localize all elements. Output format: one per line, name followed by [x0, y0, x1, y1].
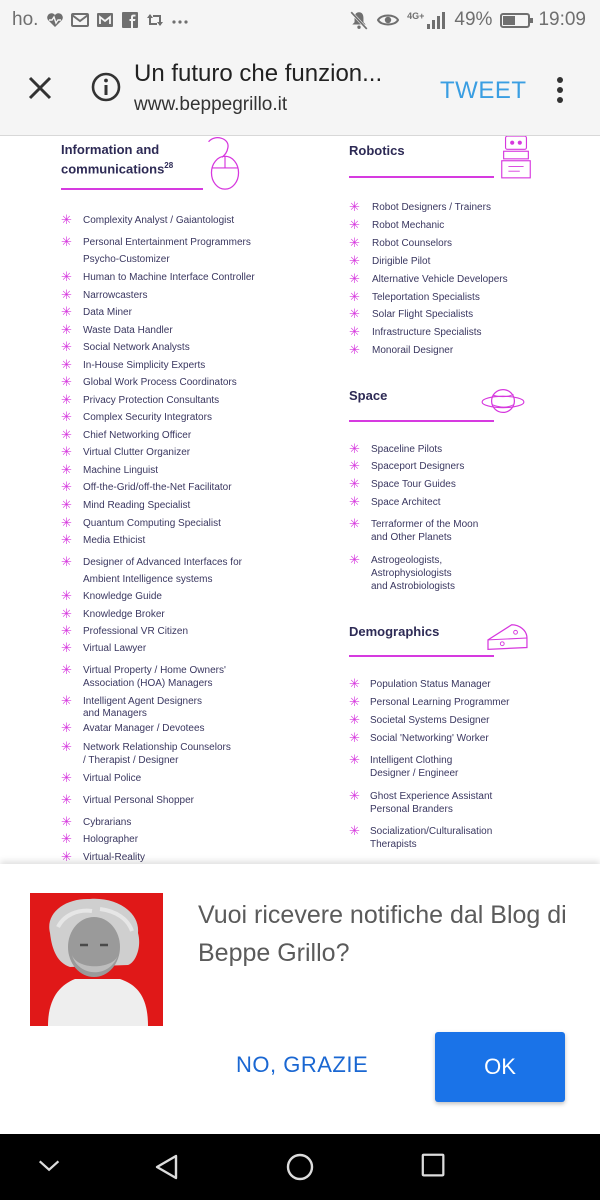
asterisk-bullet-icon: ✳ — [61, 720, 72, 735]
home-icon[interactable] — [285, 1152, 315, 1182]
asterisk-bullet-icon: ✳ — [61, 269, 72, 284]
asterisk-bullet-icon: ✳ — [349, 441, 360, 456]
job-title: Societal Systems Designer — [370, 715, 490, 726]
job-title: Robot Counselors — [372, 238, 453, 249]
asterisk-bullet-icon: ✳ — [61, 462, 72, 477]
info-comm-underline — [61, 188, 203, 190]
demographics-title: Demographics — [349, 624, 440, 639]
job-title: Astrogeologists, — [371, 555, 443, 566]
job-title: Mind Reading Specialist — [83, 500, 191, 511]
planet-doodle-icon — [479, 382, 527, 420]
asterisk-bullet-icon: ✳ — [61, 532, 72, 547]
job-title: Robot Mechanic — [372, 220, 445, 231]
job-title: Professional VR Citizen — [83, 626, 189, 637]
recent-apps-icon[interactable] — [420, 1152, 448, 1180]
asterisk-bullet-icon: ✳ — [61, 792, 72, 807]
asterisk-bullet-icon: ✳ — [61, 849, 72, 863]
job-title: Virtual Police — [83, 773, 142, 784]
page-url: www.beppegrillo.it — [134, 94, 288, 115]
facebook-icon — [121, 12, 139, 28]
asterisk-bullet-icon: ✳ — [349, 516, 360, 531]
job-title: Therapists — [370, 839, 417, 850]
job-title: Space Architect — [371, 497, 441, 508]
job-title: Virtual Personal Shopper — [83, 795, 194, 806]
asterisk-bullet-icon: ✳ — [61, 234, 72, 249]
asterisk-bullet-icon: ✳ — [61, 479, 72, 494]
job-title: Quantum Computing Specialist — [83, 518, 221, 529]
job-title: Dirigible Pilot — [372, 256, 431, 267]
job-title: Personal Entertainment Programmers — [83, 237, 251, 248]
asterisk-bullet-icon: ✳ — [61, 357, 72, 372]
app-bar — [0, 40, 600, 136]
demographics-underline — [349, 655, 494, 657]
job-title: and Other Planets — [371, 532, 452, 543]
job-title: Narrowcasters — [83, 290, 148, 301]
info-comm-title-line2: communications — [61, 161, 165, 177]
eye-icon — [377, 12, 399, 28]
asterisk-bullet-icon: ✳ — [349, 676, 360, 691]
chevron-down-icon[interactable] — [36, 1156, 64, 1176]
asterisk-bullet-icon: ✳ — [61, 739, 72, 754]
navigation-bar — [0, 1134, 600, 1200]
gmail-icon — [96, 12, 114, 28]
close-icon[interactable] — [22, 70, 58, 106]
asterisk-bullet-icon: ✳ — [61, 409, 72, 424]
asterisk-bullet-icon: ✳ — [349, 342, 360, 357]
asterisk-bullet-icon: ✳ — [349, 694, 360, 709]
asterisk-bullet-icon: ✳ — [61, 444, 72, 459]
asterisk-bullet-icon: ✳ — [61, 814, 72, 829]
network-type-label: 4G+ — [407, 11, 425, 21]
job-title: Social Network Analysts — [83, 342, 190, 353]
more-notifications-icon — [171, 12, 189, 28]
job-title: Data Miner — [83, 307, 132, 318]
job-title: Infrastructure Specialists — [372, 327, 482, 338]
asterisk-bullet-icon: ✳ — [61, 515, 72, 530]
asterisk-bullet-icon: ✳ — [349, 271, 360, 286]
signal-group — [407, 11, 446, 29]
clock: 19:09 — [538, 9, 586, 30]
asterisk-bullet-icon: ✳ — [349, 217, 360, 232]
job-title: Chief Networking Officer — [83, 430, 192, 441]
info-comm-title-line1: Information and — [61, 142, 160, 157]
mouse-doodle-icon — [200, 136, 250, 194]
asterisk-bullet-icon: ✳ — [349, 253, 360, 268]
job-title: Astrophysiologists — [371, 568, 452, 579]
more-options-icon[interactable] — [552, 72, 568, 108]
robot-doodle-icon — [497, 136, 535, 180]
job-title: Avatar Manager / Devotees — [83, 723, 205, 734]
asterisk-bullet-icon: ✳ — [61, 322, 72, 337]
job-title: Psycho-Customizer — [83, 254, 170, 265]
asterisk-bullet-icon: ✳ — [61, 606, 72, 621]
asterisk-bullet-icon: ✳ — [61, 392, 72, 407]
job-title: Ambient Intelligence systems — [83, 574, 213, 585]
job-title: Monorail Designer — [372, 345, 454, 356]
job-title: Association (HOA) Managers — [83, 678, 213, 689]
info-comm-title — [61, 142, 173, 177]
info-icon[interactable] — [90, 71, 122, 103]
page-title: Un futuro che funzion... — [134, 60, 383, 87]
asterisk-bullet-icon: ✳ — [349, 712, 360, 727]
job-title: Complex Security Integrators — [83, 412, 212, 423]
asterisk-bullet-icon: ✳ — [61, 304, 72, 319]
job-title: Space Tour Guides — [371, 479, 456, 490]
job-title: Teleportation Specialists — [372, 292, 480, 303]
job-title: Machine Linguist — [83, 465, 159, 476]
asterisk-bullet-icon: ✳ — [61, 831, 72, 846]
job-title: and Managers — [83, 708, 147, 719]
job-title: Network Relationship Counselors — [83, 742, 231, 753]
job-title: Spaceline Pilots — [371, 444, 443, 455]
job-title: Virtual Property / Home Owners' — [83, 665, 226, 676]
space-underline — [349, 420, 494, 422]
job-title: Robot Designers / Trainers — [372, 202, 491, 213]
job-title: Social 'Networking' Worker — [370, 733, 489, 744]
back-icon[interactable] — [152, 1152, 182, 1182]
job-title: Cybrarians — [83, 817, 132, 828]
asterisk-bullet-icon: ✳ — [61, 374, 72, 389]
asterisk-bullet-icon: ✳ — [61, 554, 72, 569]
job-title: Spaceport Designers — [371, 461, 465, 472]
asterisk-bullet-icon: ✳ — [349, 235, 360, 250]
asterisk-bullet-icon: ✳ — [349, 306, 360, 321]
job-title: Intelligent Agent Designers — [83, 696, 202, 707]
asterisk-bullet-icon: ✳ — [349, 324, 360, 339]
job-title: Knowledge Broker — [83, 609, 165, 620]
decline-button[interactable]: NO, GRAZIE — [236, 1052, 369, 1077]
asterisk-bullet-icon: ✳ — [61, 427, 72, 442]
asterisk-bullet-icon: ✳ — [349, 552, 360, 567]
asterisk-bullet-icon: ✳ — [61, 287, 72, 302]
asterisk-bullet-icon: ✳ — [349, 823, 360, 838]
notification-message: Vuoi ricevere notifiche dal Blog di Beppe Grillo? — [198, 901, 567, 967]
status-bar — [0, 0, 600, 40]
job-title: Privacy Protection Consultants — [83, 395, 220, 406]
job-title: Designer of Advanced Interfaces for — [83, 557, 242, 568]
signal-icon — [426, 11, 446, 29]
job-title: Solar Flight Specialists — [372, 309, 474, 320]
footnote-marker: 28 — [164, 161, 174, 170]
job-title: Off-the-Grid/off-the-Net Facilitator — [83, 482, 232, 493]
asterisk-bullet-icon: ✳ — [349, 730, 360, 745]
asterisk-bullet-icon: ✳ — [349, 752, 360, 767]
job-title: Population Status Manager — [370, 679, 491, 690]
robotics-underline — [349, 176, 494, 178]
mute-icon — [349, 10, 369, 30]
author-avatar — [30, 893, 163, 1026]
asterisk-bullet-icon: ✳ — [61, 770, 72, 785]
asterisk-bullet-icon: ✳ — [349, 494, 360, 509]
battery-percent: 49% — [454, 9, 493, 30]
cheese-doodle-icon — [483, 619, 531, 657]
job-title: Intelligent Clothing — [370, 755, 453, 766]
job-title: Personal Learning Programmer — [370, 697, 510, 708]
job-title: Global Work Process Coordinators — [83, 377, 237, 388]
asterisk-bullet-icon: ✳ — [61, 339, 72, 354]
asterisk-bullet-icon: ✳ — [61, 693, 72, 708]
job-title: Ghost Experience Assistant — [370, 791, 493, 802]
accept-button[interactable]: OK — [435, 1032, 565, 1102]
asterisk-bullet-icon: ✳ — [349, 199, 360, 214]
asterisk-bullet-icon: ✳ — [61, 497, 72, 512]
job-title: Virtual Clutter Organizer — [83, 447, 191, 458]
article-image — [0, 136, 600, 863]
job-title: and Astrobiologists — [371, 581, 455, 592]
job-title: Knowledge Guide — [83, 591, 162, 602]
job-title: Alternative Vehicle Developers — [372, 274, 508, 285]
job-title: Virtual Lawyer — [83, 643, 147, 654]
job-title: Holographer — [83, 834, 139, 845]
asterisk-bullet-icon: ✳ — [61, 640, 72, 655]
carrier-label: ho. — [12, 9, 39, 30]
author-photo — [30, 893, 163, 1026]
battery-icon — [500, 13, 530, 28]
space-title: Space — [349, 388, 388, 403]
asterisk-bullet-icon: ✳ — [61, 588, 72, 603]
tweet-button[interactable]: TWEET — [440, 77, 527, 104]
job-title: Socialization/Culturalisation — [370, 826, 493, 837]
job-title: Human to Machine Interface Controller — [83, 272, 255, 283]
asterisk-bullet-icon: ✳ — [349, 458, 360, 473]
robotics-title: Robotics — [349, 143, 405, 158]
job-title: Designer / Engineer — [370, 768, 459, 779]
job-title: In-House Simplicity Experts — [83, 360, 206, 371]
job-title: Virtual-Reality — [83, 852, 146, 863]
job-title: Terraformer of the Moon — [371, 519, 479, 530]
mail-icon — [71, 12, 89, 28]
asterisk-bullet-icon: ✳ — [61, 662, 72, 677]
asterisk-bullet-icon: ✳ — [349, 788, 360, 803]
job-title: Personal Branders — [370, 804, 453, 815]
asterisk-bullet-icon: ✳ — [61, 212, 72, 227]
job-title: / Therapist / Designer — [83, 755, 179, 766]
asterisk-bullet-icon: ✳ — [61, 623, 72, 638]
heartbeat-icon — [46, 12, 64, 28]
notification-dialog — [0, 864, 600, 1134]
job-title: Complexity Analyst / Gaiantologist — [83, 215, 235, 226]
asterisk-bullet-icon: ✳ — [349, 476, 360, 491]
job-title: Media Ethicist — [83, 535, 146, 546]
job-title: Waste Data Handler — [83, 325, 173, 336]
asterisk-bullet-icon: ✳ — [349, 289, 360, 304]
retweet-icon — [146, 12, 164, 28]
battery-level — [503, 16, 515, 25]
